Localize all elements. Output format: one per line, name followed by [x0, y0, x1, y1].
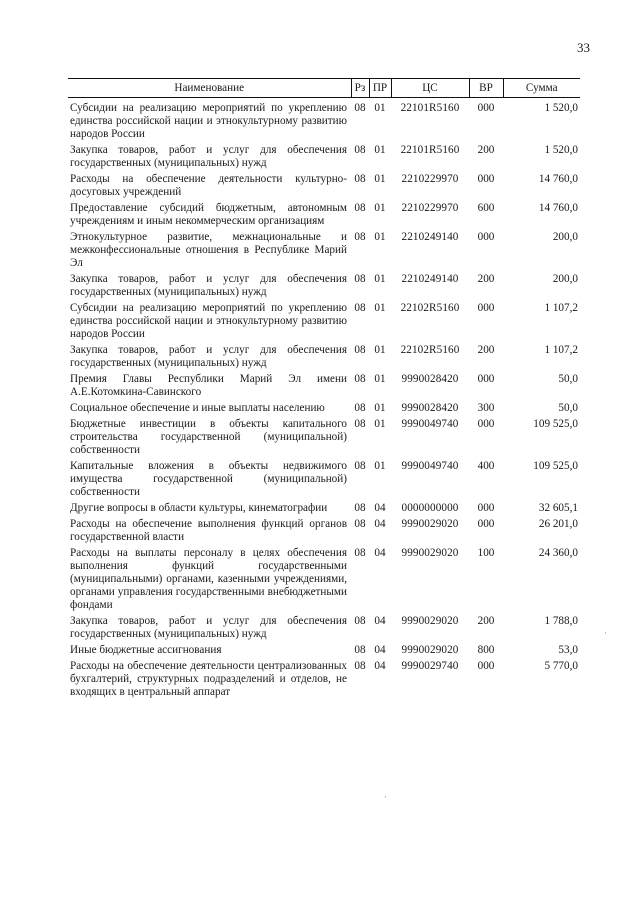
cell-rz: 08 [354, 344, 366, 356]
cell-sum: 1 520,0 [544, 102, 578, 114]
cell-rz: 08 [354, 502, 366, 514]
header-pr: ПР [369, 79, 391, 98]
cell-pr: 01 [374, 173, 386, 185]
cell-pr: 01 [374, 418, 386, 430]
cell-rz: 08 [354, 144, 366, 156]
cell-pr: 04 [374, 615, 386, 627]
cell-vr: 100 [477, 547, 495, 559]
cell-name: Расходы на обеспечение выполнения функций органов государственной власти [70, 518, 347, 543]
cell-rz: 08 [354, 302, 366, 314]
cell-rz: 08 [354, 373, 366, 385]
table-row [68, 418, 580, 460]
cell-sum: 200,0 [552, 231, 578, 243]
header-row [68, 79, 580, 98]
cell-sum: 24 360,0 [538, 547, 578, 559]
cell-cs: 9990049740 [401, 460, 459, 472]
cell-name: Иные бюджетные ассигнования [70, 644, 222, 656]
cell-cs: 22102R5160 [400, 344, 460, 356]
cell-name: Расходы на выплаты персоналу в целях обеспечения выполнения функций государственными (муниципальными) органами, казенными учреждениями, органами управления государственными внебюджетными фондами [70, 547, 347, 611]
cell-sum: 32 605,1 [538, 502, 578, 514]
header-rz: Рз [351, 79, 369, 98]
cell-pr: 04 [374, 644, 386, 656]
cell-cs: 9990049740 [401, 418, 459, 430]
cell-vr: 600 [477, 202, 495, 214]
cell-rz: 08 [354, 460, 366, 472]
cell-pr: 04 [374, 518, 386, 530]
cell-cs: 9990029020 [401, 615, 459, 627]
cell-pr: 04 [374, 547, 386, 559]
cell-vr: 000 [477, 102, 495, 114]
cell-name: Расходы на обеспечение деятельности культурно-досуговых учреждений [70, 173, 347, 198]
table-row [68, 373, 580, 402]
cell-cs: 0000000000 [401, 502, 459, 514]
cell-sum: 5 770,0 [544, 660, 578, 672]
cell-pr: 01 [374, 273, 386, 285]
cell-vr: 200 [477, 344, 495, 356]
budget-table [68, 78, 580, 702]
cell-vr: 200 [477, 273, 495, 285]
cell-cs: 9990028420 [401, 402, 459, 414]
cell-sum: 109 525,0 [533, 460, 578, 472]
cell-pr: 01 [374, 402, 386, 414]
cell-vr: 000 [477, 518, 495, 530]
cell-cs: 9990029020 [401, 518, 459, 530]
table-row [68, 518, 580, 547]
cell-vr: 000 [477, 502, 495, 514]
cell-name: Закупка товаров, работ и услуг для обеспечения государственных (муниципальных) нужд [70, 144, 347, 169]
page-number: 33 [577, 40, 590, 55]
cell-pr: 01 [374, 202, 386, 214]
cell-rz: 08 [354, 418, 366, 430]
cell-sum: 1 107,2 [544, 302, 578, 314]
cell-vr: 000 [477, 418, 495, 430]
cell-sum: 1 107,2 [544, 344, 578, 356]
table-row [68, 615, 580, 644]
cell-vr: 300 [477, 402, 495, 414]
cell-name: Другие вопросы в области культуры, кинематографии [70, 502, 328, 514]
cell-vr: 000 [477, 373, 495, 385]
cell-sum: 200,0 [552, 273, 578, 285]
cell-name: Закупка товаров, работ и услуг для обеспечения государственных (муниципальных) нужд [70, 344, 347, 369]
cell-cs: 9990029740 [401, 660, 459, 672]
cell-sum: 53,0 [558, 644, 578, 656]
table-row [68, 660, 580, 702]
cell-sum: 14 760,0 [538, 173, 578, 185]
cell-pr: 01 [374, 102, 386, 114]
cell-name: Субсидии на реализацию мероприятий по укреплению единства российской нации и этнокультурному развитию народов России [70, 102, 347, 140]
cell-pr: 01 [374, 460, 386, 472]
cell-rz: 08 [354, 402, 366, 414]
cell-rz: 08 [354, 547, 366, 559]
cell-name: Предоставление субсидий бюджетным, автономным учреждениям и иным некоммерческим организациям [70, 202, 347, 227]
cell-pr: 04 [374, 660, 386, 672]
table-row [68, 144, 580, 173]
cell-name: Субсидии на реализацию мероприятий по укреплению единства российской нации и этнокультурному развитию народов России [70, 302, 347, 340]
cell-cs: 22102R5160 [400, 302, 460, 314]
cell-rz: 08 [354, 644, 366, 656]
cell-cs: 2210249140 [401, 273, 459, 285]
cell-vr: 000 [477, 302, 495, 314]
cell-rz: 08 [354, 173, 366, 185]
cell-sum: 50,0 [558, 402, 578, 414]
cell-sum: 14 760,0 [538, 202, 578, 214]
cell-pr: 01 [374, 373, 386, 385]
cell-name: Закупка товаров, работ и услуг для обеспечения государственных (муниципальных) нужд [70, 615, 347, 640]
cell-rz: 08 [354, 518, 366, 530]
cell-cs: 9990029020 [401, 547, 459, 559]
cell-vr: 000 [477, 660, 495, 672]
cell-sum: 109 525,0 [533, 418, 578, 430]
header-name: Наименование [68, 79, 351, 98]
cell-name: Премия Главы Республики Марий Эл имени А.Е.Котомкина-Савинского [70, 373, 347, 398]
cell-rz: 08 [354, 273, 366, 285]
scan-speck: · [384, 792, 387, 802]
cell-pr: 01 [374, 302, 386, 314]
cell-cs: 2210249140 [401, 231, 459, 243]
table-row [68, 502, 580, 518]
cell-rz: 08 [354, 231, 366, 243]
cell-rz: 08 [354, 102, 366, 114]
scan-speck: · [604, 628, 607, 638]
cell-pr: 01 [374, 344, 386, 356]
cell-cs: 22101R5160 [400, 144, 460, 156]
table-row [68, 173, 580, 202]
cell-name: Капитальные вложения в объекты недвижимого имущества государственной (муниципальной) собственности [70, 460, 347, 498]
table-row [68, 302, 580, 344]
header-sum: Сумма [503, 79, 580, 98]
cell-name: Бюджетные инвестиции в объекты капитального строительства государственной (муниципальной) собственности [70, 418, 347, 456]
cell-sum: 50,0 [558, 373, 578, 385]
cell-pr: 01 [374, 144, 386, 156]
table-row [68, 231, 580, 273]
cell-vr: 200 [477, 615, 495, 627]
cell-sum: 1 520,0 [544, 144, 578, 156]
cell-pr: 04 [374, 502, 386, 514]
table-row [68, 98, 580, 145]
cell-rz: 08 [354, 615, 366, 627]
cell-sum: 1 788,0 [544, 615, 578, 627]
cell-cs: 2210229970 [401, 202, 459, 214]
cell-cs: 9990028420 [401, 373, 459, 385]
table-row [68, 402, 580, 418]
cell-cs: 9990029020 [401, 644, 459, 656]
table-row [68, 460, 580, 502]
table-row [68, 344, 580, 373]
cell-name: Этнокультурное развитие, межнациональные и межконфессиональные отношения в Республике Марий Эл [70, 231, 347, 269]
header-vr: ВР [469, 79, 503, 98]
cell-vr: 400 [477, 460, 495, 472]
cell-rz: 08 [354, 202, 366, 214]
cell-cs: 22101R5160 [400, 102, 460, 114]
cell-cs: 2210229970 [401, 173, 459, 185]
table-row [68, 273, 580, 302]
cell-rz: 08 [354, 660, 366, 672]
cell-vr: 200 [477, 144, 495, 156]
cell-pr: 01 [374, 231, 386, 243]
cell-name: Социальное обеспечение и иные выплаты населению [70, 402, 325, 414]
cell-vr: 800 [477, 644, 495, 656]
table-row [68, 202, 580, 231]
cell-name: Расходы на обеспечение деятельности централизованных бухгалтерий, структурных подразделений и отделов, не входящих в центральный аппарат [70, 660, 347, 698]
cell-vr: 000 [477, 173, 495, 185]
cell-name: Закупка товаров, работ и услуг для обеспечения государственных (муниципальных) нужд [70, 273, 347, 298]
table-row [68, 547, 580, 615]
header-cs: ЦС [391, 79, 469, 98]
cell-sum: 26 201,0 [538, 518, 578, 530]
table-row [68, 644, 580, 660]
table-header [68, 79, 580, 98]
cell-vr: 000 [477, 231, 495, 243]
table-body [68, 98, 580, 703]
